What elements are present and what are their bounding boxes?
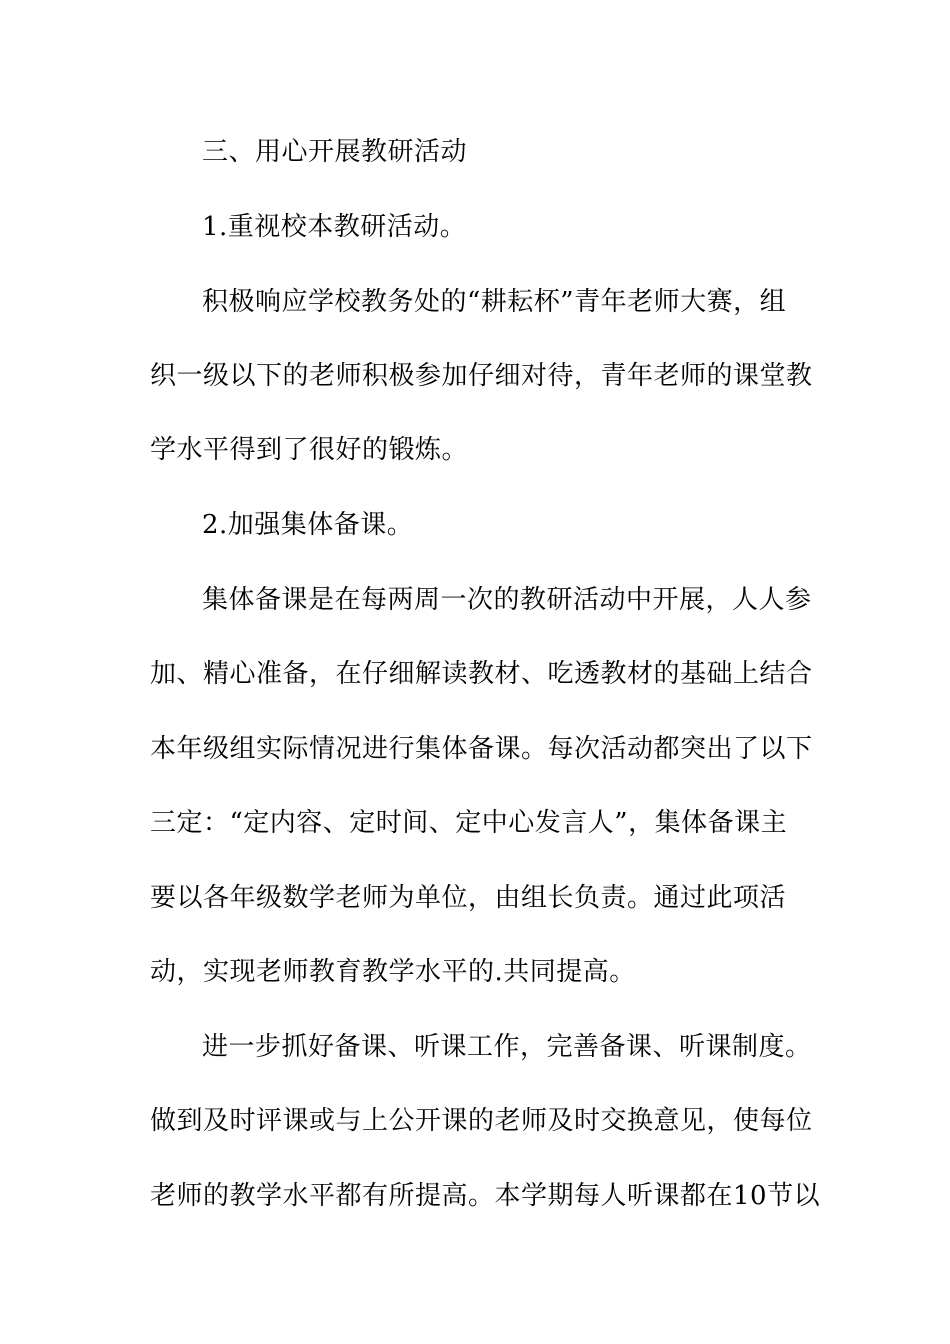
paragraph-line: 老师的教学水平都有所提高。本学期每人听课都在10节以 <box>150 1181 821 1211</box>
paragraph-line: 做到及时评课或与上公开课的老师及时交换意见，使每位 <box>150 1106 813 1136</box>
paragraph-line: 本年级组实际情况进行集体备课。每次活动都突出了以下 <box>150 734 813 764</box>
subheading-school-research: 1.重视校本教研活动。 <box>202 212 467 242</box>
paragraph-line: 积极响应学校教务处的“耕耘杯”青年老师大赛，组 <box>202 287 787 317</box>
section-heading: 三、用心开展教研活动 <box>202 137 468 167</box>
paragraph-line: 集体备课是在每两周一次的教研活动中开展，人人参 <box>202 585 812 615</box>
paragraph-line: 加、精心准备，在仔细解读教材、吃透教材的基础上结合 <box>150 659 813 689</box>
paragraph-line: 织一级以下的老师积极参加仔细对待，青年老师的课堂教 <box>150 361 813 391</box>
subheading-collective-prep: 2.加强集体备课。 <box>202 510 414 540</box>
paragraph-line: 要以各年级数学老师为单位，由组长负责。通过此项活 <box>150 883 787 913</box>
paragraph-line: 动，实现老师教育教学水平的.共同提高。 <box>150 957 636 987</box>
paragraph-line: 三定：“定内容、定时间、定中心发言人”，集体备课主 <box>150 808 788 838</box>
paragraph-line: 学水平得到了很好的锻炼。 <box>150 435 469 465</box>
paragraph-line: 进一步抓好备课、听课工作，完善备课、听课制度。 <box>202 1032 812 1062</box>
